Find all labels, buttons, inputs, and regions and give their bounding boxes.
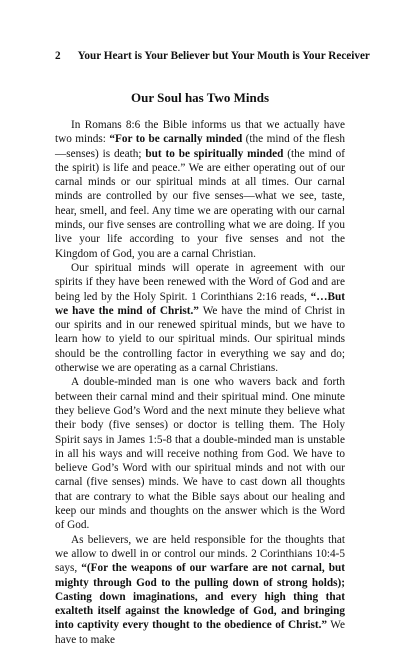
- text-run: Our spiritual minds will operate in agreement with our spirits if they have been renewed with the Word of God and are being led by the Holy Spirit. 1 Corinthians 2:16 reads,: [55, 261, 345, 303]
- paragraph: [55, 533, 345, 647]
- text-run: (the mind of the flesh—senses) is death;: [55, 133, 345, 160]
- text-run: In Romans 8:6 the Bible informs us that we actually have two minds:: [55, 119, 345, 146]
- text-run: A double-minded man is one who wavers back and forth between their carnal mind and their spiritual mind. One minute they believe God’s Word and the next minute they believe what their body (five senses) or doctor is telling them. The Holy Spirit says in James 1:5-8 that a double-minded man is unstable in all his ways and will receive nothing from God. We have to believe God’s Word with our spiritual minds and not with our carnal (five senses) minds. We have to cast down all thoughts that are contrary to what the Bible says about our healing and keep our minds and thoughts on the answer which is the Word of God.: [55, 376, 345, 532]
- section-title: Our Soul has Two Minds: [131, 90, 269, 105]
- running-header: [55, 50, 370, 62]
- text-run: We have to make: [55, 619, 345, 646]
- bold-scripture-text: “…But we have the mind of Christ.”: [55, 290, 345, 317]
- text-run: We have the mind of Christ in our spirits and in our renewed spiritual minds, but we have to learn how to yield to our spiritual minds. Our spiritual minds should be the controlling factor in everything we say and do; otherwise we are operating as a carnal Christians.: [55, 304, 345, 375]
- paragraph: [55, 375, 345, 532]
- paragraph: [55, 118, 345, 261]
- bold-scripture-text: but to be spiritually minded: [145, 147, 284, 160]
- bold-scripture-text: “For to be carnally minded: [109, 133, 243, 146]
- body-text: [55, 118, 345, 647]
- page-number: 2: [55, 50, 61, 62]
- text-run: As believers, we are held responsible for the thoughts that we allow to dwell in or control our minds. 2 Corinthians 10:4-5 says,: [55, 533, 345, 575]
- running-title: Your Heart is Your Believer but Your Mouth is Your Receiver: [77, 50, 370, 62]
- text-run: (the mind of the spirit) is life and peace.” We are either operating out of our carnal minds or our spiritual minds at all times. Our carnal minds are controlled by our five senses—what we see, taste, hear, smell, and feel. Any time we are operating with our carnal minds, our five senses are controlling what we are doing. If you live your life according to your five senses and not the Kingdom of God, you are a carnal Christian.: [55, 147, 345, 260]
- bold-scripture-text: “(For the weapons of our warfare are not carnal, but mighty through God to the pulling down of strong holds); Casting down imaginations, and every high thing that exalteth itself against the knowledge of God, and bringing into captivity every thought to the obedience of Christ.”: [55, 562, 345, 632]
- paragraph: [55, 261, 345, 375]
